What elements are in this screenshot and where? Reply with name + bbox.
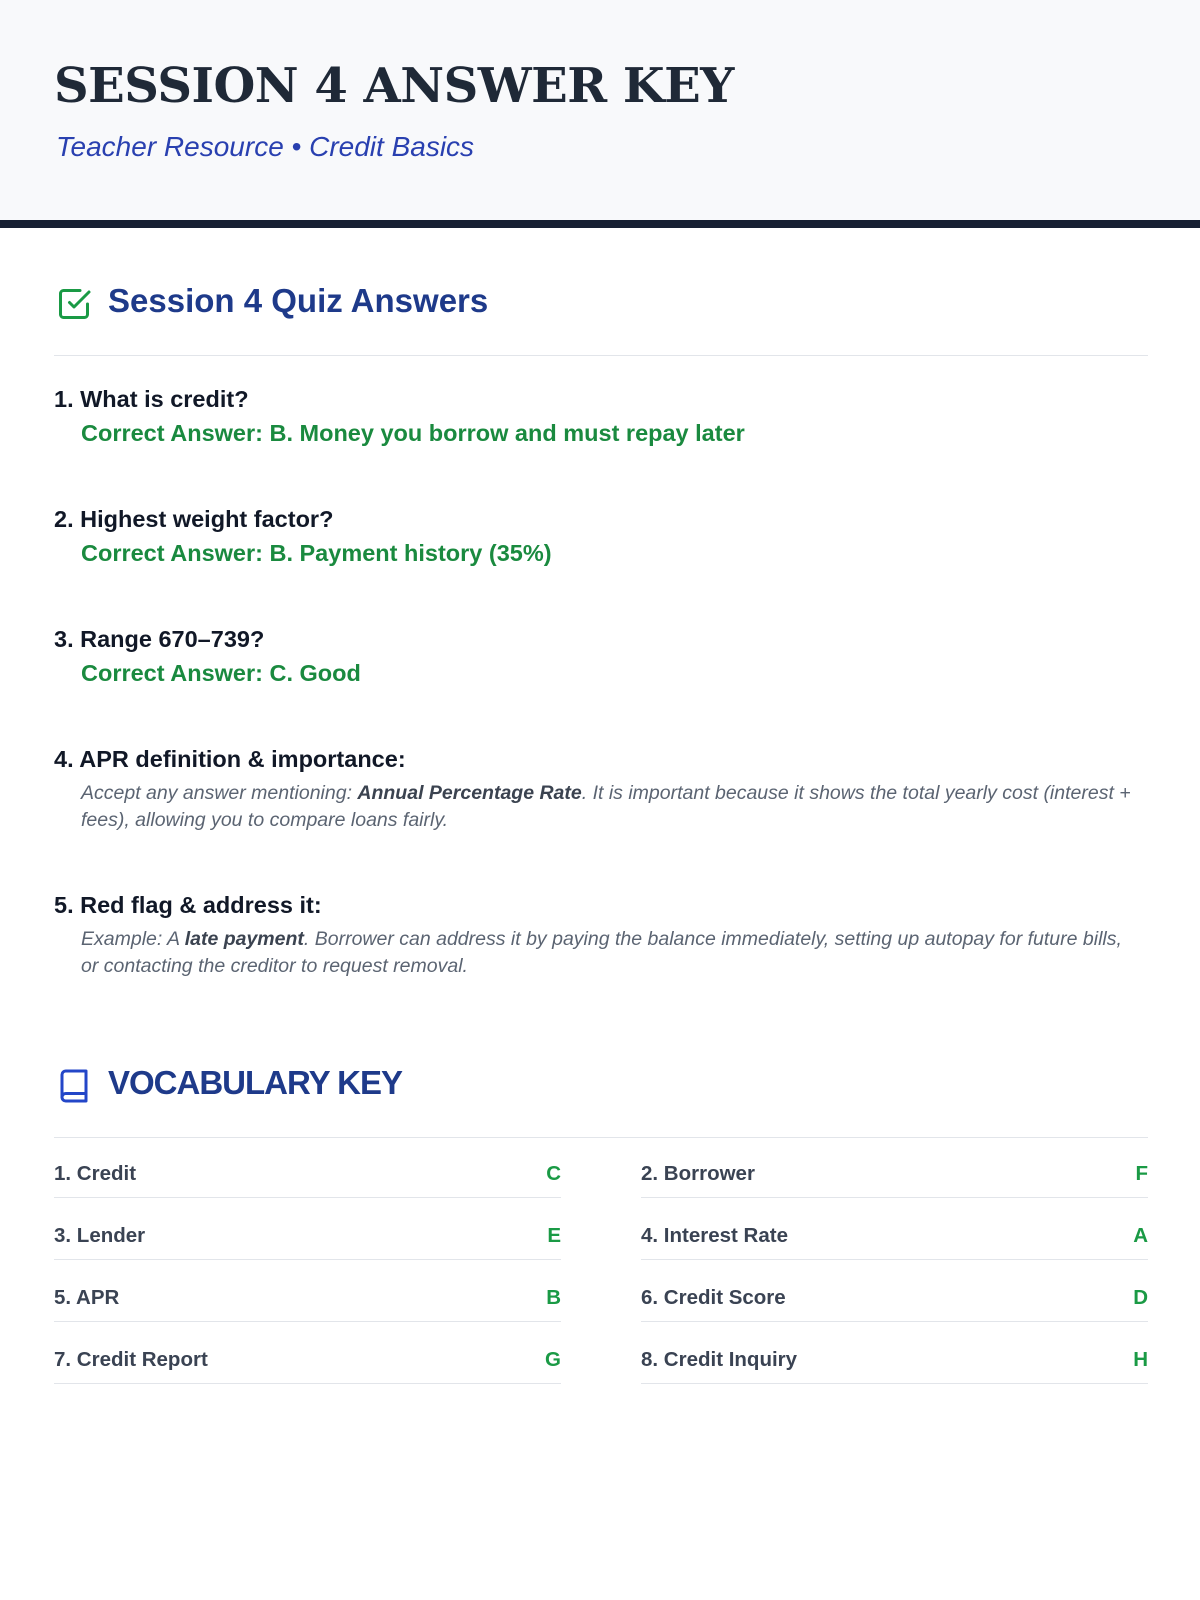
vocab-term: 7. Credit Report [54, 1348, 208, 1371]
vocab-answer: G [545, 1348, 561, 1371]
vocab-row [641, 1214, 1148, 1260]
quiz-section-header [54, 282, 1148, 356]
vocab-row [54, 1214, 561, 1260]
page-subtitle: Teacher Resource • Credit Basics [56, 131, 475, 162]
question-prompt: 2. Highest weight factor? [54, 506, 334, 532]
vocab-answer: E [547, 1224, 561, 1247]
answer-guidance [81, 926, 1141, 980]
vocab-answer: A [1133, 1224, 1148, 1247]
vocab-row [641, 1276, 1148, 1322]
question-prompt: 5. Red flag & address it: [54, 892, 322, 918]
vocab-term: 3. Lender [54, 1224, 146, 1247]
vocab-row [54, 1338, 561, 1384]
question-prompt: 3. Range 670–739? [54, 626, 265, 652]
vocab-term: 4. Interest Rate [641, 1224, 788, 1247]
quiz-question-3 [54, 624, 1148, 688]
page-title: SESSION 4 ANSWER KEY [54, 58, 734, 114]
checkbox-icon [56, 286, 92, 322]
vocab-answer: F [1135, 1162, 1148, 1185]
vocab-term: 1. Credit [54, 1162, 137, 1185]
vocab-answer: H [1133, 1348, 1148, 1371]
vocab-answer: C [546, 1162, 561, 1185]
vocab-term: 6. Credit Score [641, 1286, 786, 1309]
guidance-text: . It is important because it shows the total yearly cost (interest + fees), allowing you to compare loans fairly. [81, 782, 1131, 831]
vocab-term: 5. APR [54, 1286, 120, 1309]
quiz-question-1 [54, 384, 1148, 448]
quiz-section-title: Session 4 Quiz Answers [108, 282, 489, 319]
question-prompt: 1. What is credit? [54, 386, 249, 412]
vocab-section-header [54, 1064, 1148, 1138]
correct-answer: Correct Answer: C. Good [81, 660, 361, 686]
guidance-text: . Borrower can address it by paying the balance immediately, setting up autopay for future bills, or contacting the creditor to request removal. [81, 928, 1122, 977]
guidance-text: Accept any answer mentioning: [81, 782, 358, 804]
vocab-answer: B [546, 1286, 561, 1309]
quiz-question-2 [54, 504, 1148, 568]
page-header [0, 0, 1200, 228]
question-prompt: 4. APR definition & importance: [54, 746, 406, 772]
guidance-text: Example: A [81, 928, 185, 950]
vocab-term: 2. Borrower [641, 1162, 755, 1185]
vocab-answer: D [1133, 1286, 1148, 1309]
vocab-row [54, 1152, 561, 1198]
correct-answer: Correct Answer: B. Payment history (35%) [81, 540, 552, 566]
guidance-keyword: Annual Percentage Rate [357, 782, 582, 804]
answer-guidance [81, 780, 1141, 834]
quiz-question-5 [54, 890, 1148, 980]
guidance-keyword: late payment [184, 928, 304, 950]
correct-answer: Correct Answer: B. Money you borrow and must repay later [81, 420, 745, 446]
vocab-section-title: VOCABULARY KEY [108, 1064, 403, 1101]
vocab-row [54, 1276, 561, 1322]
vocab-row [641, 1338, 1148, 1384]
vocab-row [641, 1152, 1148, 1198]
quiz-question-4 [54, 744, 1148, 834]
vocab-term: 8. Credit Inquiry [641, 1348, 798, 1371]
book-icon [56, 1068, 92, 1104]
